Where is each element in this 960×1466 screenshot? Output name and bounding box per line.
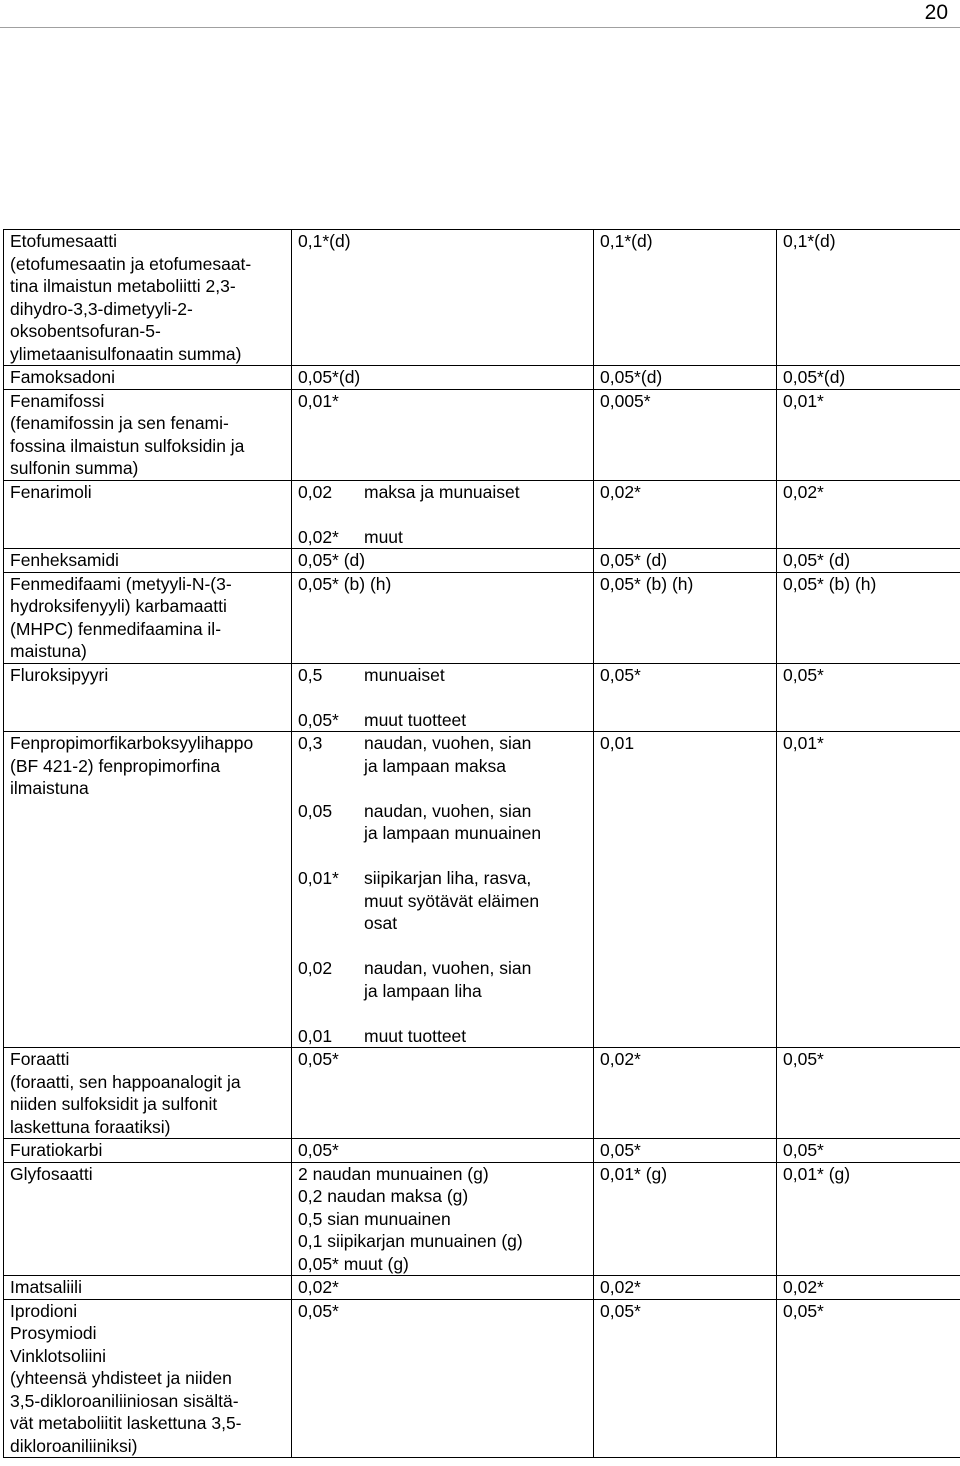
substance-line: (MHPC) fenmedifaamina il- bbox=[10, 618, 222, 639]
mrl-cell-3 bbox=[777, 1276, 960, 1300]
limit-entry bbox=[298, 867, 593, 935]
mrl-cell-3 bbox=[777, 366, 960, 390]
page-header bbox=[0, 0, 960, 28]
limit-entry bbox=[298, 709, 593, 732]
limit-value: 0,05* bbox=[298, 1300, 339, 1321]
table-row bbox=[4, 1162, 960, 1276]
table-row bbox=[4, 1299, 960, 1458]
limit-value: 0,05* bbox=[783, 1300, 824, 1321]
limit-product-line: naudan, vuohen, sian bbox=[364, 800, 532, 821]
mrl-cell-3 bbox=[777, 549, 960, 573]
limit-entry bbox=[298, 1025, 593, 1048]
substance-cell bbox=[4, 1299, 292, 1458]
limit-value: 0,5 bbox=[298, 664, 323, 685]
spacer bbox=[298, 935, 593, 958]
limit-value: 0,05* bbox=[783, 664, 824, 685]
limit-value: 0,05 bbox=[298, 800, 333, 821]
limit-product-line: naudan, vuohen, sian bbox=[364, 958, 532, 978]
table-row bbox=[4, 480, 960, 549]
mrl-cell-3 bbox=[777, 663, 960, 732]
substance-line: Glyfosaatti bbox=[10, 1163, 93, 1184]
substance-line: Fenarimoli bbox=[10, 481, 92, 502]
substance-cell bbox=[4, 663, 292, 732]
mrl-cell-1 bbox=[292, 1299, 594, 1458]
limit-product bbox=[364, 732, 593, 777]
limit-value: 0,05* (b) (h) bbox=[298, 573, 392, 594]
spacer bbox=[298, 845, 593, 868]
limit-value: 0,02 bbox=[298, 958, 333, 978]
limit-product-line: muut tuotteet bbox=[364, 1025, 467, 1046]
limit-value: 0,02* bbox=[600, 481, 641, 502]
substance-line: niiden sulfoksidit ja sulfonit bbox=[10, 1094, 218, 1114]
mrl-cell-1 bbox=[292, 389, 594, 480]
limit-product bbox=[364, 481, 593, 504]
limit-product bbox=[364, 526, 593, 549]
mrl-cell-2 bbox=[594, 1276, 777, 1300]
substance-cell bbox=[4, 732, 292, 1048]
table-row bbox=[4, 663, 960, 732]
substance-line: ylimetaanisulfonaatin summa) bbox=[10, 343, 242, 364]
mrl-cell-2 bbox=[594, 366, 777, 390]
limit-product-line: muut bbox=[364, 526, 403, 547]
table-row bbox=[4, 230, 960, 366]
substance-line: hydroksifenyyli) karbamaatti bbox=[10, 596, 227, 616]
limit-product bbox=[364, 1025, 593, 1048]
substance-line: tina ilmaistun metaboliitti 2,3- bbox=[10, 276, 236, 296]
limit-value: 0,02* bbox=[600, 1277, 641, 1297]
substance-line: fossina ilmaistun sulfoksidin ja bbox=[10, 435, 245, 456]
table-row bbox=[4, 1276, 960, 1300]
limit-value: 0,02* bbox=[783, 481, 824, 502]
mrl-cell-2 bbox=[594, 1162, 777, 1276]
substance-line: Fenheksamidi bbox=[10, 550, 119, 570]
substance-line: dihydro-3,3-dimetyyli-2- bbox=[10, 298, 193, 319]
substance-cell bbox=[4, 366, 292, 390]
substance-cell bbox=[4, 389, 292, 480]
limit-value: 0,1*(d) bbox=[600, 231, 653, 251]
mrl-cell-1 bbox=[292, 1048, 594, 1139]
limit-value: 0,02* bbox=[298, 1277, 339, 1297]
limit-product-line: ja lampaan munuainen bbox=[364, 823, 542, 843]
limit-value: 0,02* bbox=[783, 1277, 824, 1297]
limit-value: 0,01* bbox=[298, 868, 339, 888]
substance-line: Famoksadoni bbox=[10, 367, 116, 387]
limit-product bbox=[364, 709, 593, 732]
substance-line: sulfonin summa) bbox=[10, 458, 139, 478]
table-row bbox=[4, 732, 960, 1048]
limit-value: 0,02 bbox=[298, 481, 333, 502]
limit-product-line: ja lampaan maksa bbox=[364, 755, 507, 776]
limit-value: 0,01 bbox=[298, 1025, 333, 1046]
table-body bbox=[4, 230, 960, 1458]
substance-cell bbox=[4, 1276, 292, 1300]
residue-limits-table bbox=[3, 229, 960, 1458]
substance-line: Vinklotsoliini bbox=[10, 1345, 106, 1366]
mrl-cell-3 bbox=[777, 1139, 960, 1163]
limit-value: 0,01* bbox=[783, 390, 824, 411]
mrl-cell-2 bbox=[594, 663, 777, 732]
substance-cell bbox=[4, 572, 292, 663]
limit-line: 0,2 naudan maksa (g) bbox=[298, 1186, 469, 1206]
substance-line: Furatiokarbi bbox=[10, 1140, 103, 1160]
limit-value: 0,05* bbox=[298, 1140, 339, 1160]
substance-line: Fluroksipyyri bbox=[10, 664, 109, 685]
substance-cell bbox=[4, 230, 292, 366]
limit-entry bbox=[298, 526, 593, 549]
substance-line: dikloroaniliiniksi) bbox=[10, 1435, 138, 1456]
substance-line: Imatsaliili bbox=[10, 1277, 82, 1297]
mrl-cell-1 bbox=[292, 1276, 594, 1300]
mrl-cell-2 bbox=[594, 1299, 777, 1458]
spacer bbox=[298, 503, 593, 526]
substance-line: 3,5-dikloroaniliiniosan sisältä- bbox=[10, 1390, 239, 1411]
limit-value: 0,05* bbox=[600, 664, 641, 685]
limit-value: 0,01* (g) bbox=[783, 1163, 851, 1184]
table-row bbox=[4, 1048, 960, 1139]
limit-value: 0,02* bbox=[298, 526, 339, 547]
mrl-cell-1 bbox=[292, 1162, 594, 1276]
table-row bbox=[4, 389, 960, 480]
mrl-cell-2 bbox=[594, 1048, 777, 1139]
limit-entry bbox=[298, 664, 593, 687]
mrl-cell-3 bbox=[777, 230, 960, 366]
mrl-cell-3 bbox=[777, 1162, 960, 1276]
mrl-cell-3 bbox=[777, 1048, 960, 1139]
substance-cell bbox=[4, 1048, 292, 1139]
mrl-cell-2 bbox=[594, 389, 777, 480]
mrl-cell-3 bbox=[777, 1299, 960, 1458]
substance-line: Fenamifossi bbox=[10, 390, 105, 411]
substance-line: Etofumesaatti bbox=[10, 231, 117, 251]
limit-value: 0,05* (b) (h) bbox=[600, 573, 694, 594]
mrl-cell-1 bbox=[292, 572, 594, 663]
limit-value: 0,05* bbox=[600, 1140, 641, 1160]
limit-product-line: osat bbox=[364, 913, 398, 933]
substance-line: Fenmedifaami (metyyli-N-(3- bbox=[10, 573, 232, 594]
table-row bbox=[4, 1139, 960, 1163]
limit-value: 0,05*(d) bbox=[600, 367, 663, 387]
limit-product-line: naudan, vuohen, sian bbox=[364, 733, 532, 753]
table-row bbox=[4, 366, 960, 390]
limit-product-line: ja lampaan liha bbox=[364, 980, 482, 1001]
mrl-cell-2 bbox=[594, 732, 777, 1048]
limit-value: 0,05* (d) bbox=[783, 550, 851, 570]
substance-cell bbox=[4, 549, 292, 573]
mrl-cell-3 bbox=[777, 572, 960, 663]
substance-line: Iprodioni bbox=[10, 1300, 78, 1321]
limit-entry bbox=[298, 957, 593, 1002]
limit-value: 0,01* bbox=[783, 733, 824, 753]
mrl-cell-3 bbox=[777, 389, 960, 480]
limit-value: 0,005* bbox=[600, 390, 651, 411]
substance-line: ilmaistuna bbox=[10, 778, 89, 798]
substance-line: laskettuna foraatiksi) bbox=[10, 1116, 171, 1137]
limit-value: 0,05* bbox=[783, 1049, 824, 1069]
mrl-cell-1 bbox=[292, 663, 594, 732]
limit-value: 0,05* (d) bbox=[600, 550, 668, 570]
limit-value: 0,01 bbox=[600, 733, 635, 753]
spacer bbox=[298, 1002, 593, 1025]
limit-product-line: siipikarjan liha, rasva, bbox=[364, 868, 532, 888]
mrl-cell-3 bbox=[777, 480, 960, 549]
limit-value: 0,05* (d) bbox=[298, 550, 366, 570]
limit-value: 0,05* bbox=[783, 1140, 824, 1160]
limit-value: 0,05* bbox=[600, 1300, 641, 1321]
limit-value: 0,02* bbox=[600, 1049, 641, 1069]
mrl-cell-1 bbox=[292, 480, 594, 549]
limit-product bbox=[364, 957, 593, 1002]
mrl-cell-2 bbox=[594, 549, 777, 573]
substance-line: (yhteensä yhdisteet ja niiden bbox=[10, 1368, 232, 1388]
mrl-cell-1 bbox=[292, 366, 594, 390]
limit-value: 0,05* bbox=[298, 1049, 339, 1069]
limit-line: 0,1 siipikarjan munuainen (g) bbox=[298, 1231, 523, 1251]
mrl-cell-2 bbox=[594, 1139, 777, 1163]
limit-value: 0,3 bbox=[298, 733, 323, 753]
substance-line: oksobentsofuran-5- bbox=[10, 321, 161, 341]
limit-product bbox=[364, 867, 593, 935]
limit-value: 0,05* bbox=[298, 709, 339, 730]
substance-cell bbox=[4, 1139, 292, 1163]
limit-value: 0,05*(d) bbox=[783, 367, 846, 387]
page-number: 20 bbox=[924, 1, 948, 24]
spacer bbox=[298, 777, 593, 800]
limit-line: 0,5 sian munuainen bbox=[298, 1208, 451, 1229]
limit-product bbox=[364, 800, 593, 845]
mrl-cell-3 bbox=[777, 732, 960, 1048]
mrl-cell-2 bbox=[594, 480, 777, 549]
limit-entry bbox=[298, 732, 593, 777]
table-row bbox=[4, 572, 960, 663]
substance-line: (foraatti, sen happoanalogit ja bbox=[10, 1071, 241, 1092]
limit-entry bbox=[298, 800, 593, 845]
limit-product-line: munuaiset bbox=[364, 664, 445, 685]
mrl-cell-1 bbox=[292, 1139, 594, 1163]
limit-value: 0,05* (b) (h) bbox=[783, 573, 877, 594]
substance-line: Foraatti bbox=[10, 1049, 70, 1069]
limit-value: 0,1*(d) bbox=[298, 231, 351, 251]
limit-entry bbox=[298, 481, 593, 504]
substance-cell bbox=[4, 480, 292, 549]
limit-value: 0,1*(d) bbox=[783, 231, 836, 251]
limit-value: 0,01* bbox=[298, 390, 339, 411]
substance-line: Prosymiodi bbox=[10, 1323, 97, 1343]
substance-line: (BF 421-2) fenpropimorfina bbox=[10, 755, 221, 776]
mrl-cell-1 bbox=[292, 549, 594, 573]
substance-line: vät metaboliitit laskettuna 3,5- bbox=[10, 1413, 242, 1433]
spacer bbox=[298, 686, 593, 709]
limit-product bbox=[364, 664, 593, 687]
mrl-cell-1 bbox=[292, 230, 594, 366]
substance-line: (etofumesaatin ja etofumesaat- bbox=[10, 253, 252, 274]
table-row bbox=[4, 549, 960, 573]
mrl-cell-1 bbox=[292, 732, 594, 1048]
limit-product-line: muut tuotteet bbox=[364, 709, 467, 730]
substance-line: Fenpropimorfikarboksyylihappo bbox=[10, 733, 254, 753]
limit-product-line: muut syötävät eläimen bbox=[364, 890, 540, 911]
limit-value: 0,01* (g) bbox=[600, 1163, 668, 1184]
limit-value: 0,05*(d) bbox=[298, 367, 361, 387]
mrl-cell-2 bbox=[594, 230, 777, 366]
limit-line: 2 naudan munuainen (g) bbox=[298, 1163, 489, 1184]
limit-product-line: maksa ja munuaiset bbox=[364, 481, 520, 502]
mrl-cell-2 bbox=[594, 572, 777, 663]
substance-cell bbox=[4, 1162, 292, 1276]
substance-line: maistuna) bbox=[10, 641, 87, 661]
substance-line: (fenamifossin ja sen fenami- bbox=[10, 413, 229, 433]
limit-line: 0,05* muut (g) bbox=[298, 1253, 409, 1274]
